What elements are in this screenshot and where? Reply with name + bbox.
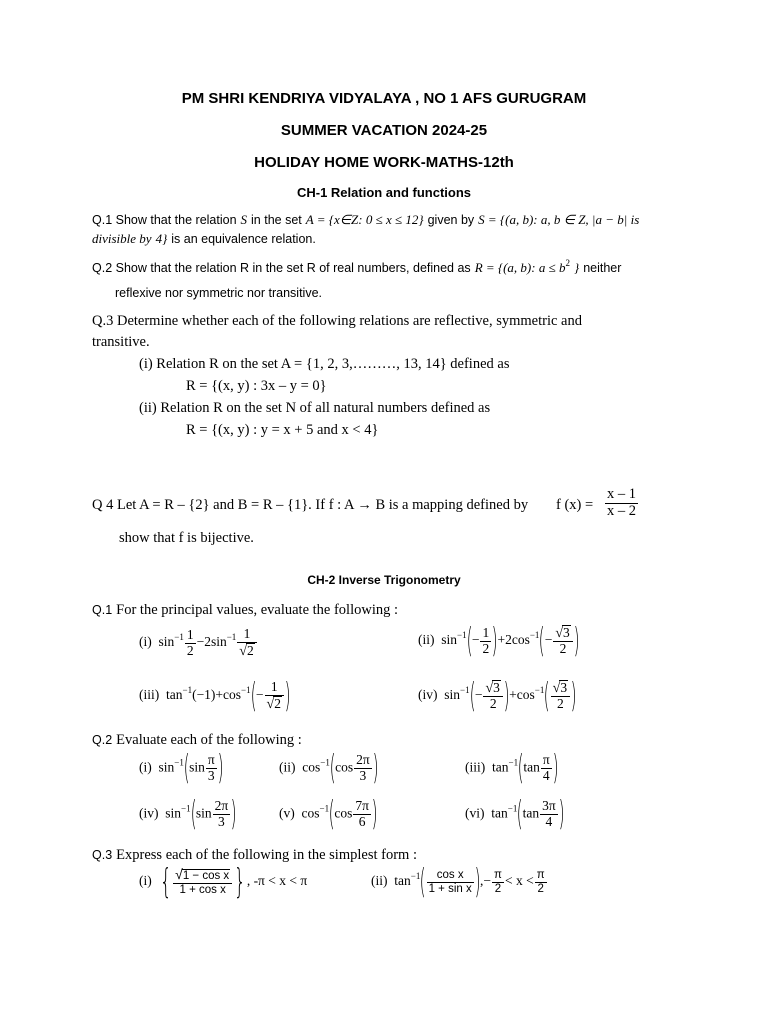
ch1-q4-line2: show that f is bijective. xyxy=(119,530,254,546)
ch2-q2 xyxy=(92,731,302,749)
ch2-q3-label: Q.3 xyxy=(92,848,113,862)
ch1-q4-text: Q 4 Let A = R – {2} and B = R – {1}. If f : A → B is a mapping defined by xyxy=(92,497,529,513)
ch2-q1-iii: (iii) $\tan^{-1}(-1)+\cos^{-1}(-$ $\frac{1}{√2}$ ) xyxy=(139,676,291,717)
ch1-q4-num: x – 1 xyxy=(607,486,636,502)
school-name: PM SHRI KENDRIYA VIDYALAYA , NO 1 AFS GURUGRAM xyxy=(181,90,587,107)
ch1-q3-i-b: R = {(x, y) : 3x – y = 0} xyxy=(186,378,327,394)
ch1-q1-rel2: divisible by xyxy=(92,231,152,246)
ch1-q2-line2: reflexive nor symmetric nor transitive. xyxy=(115,286,323,300)
ch1-q1-rel: S = {(a, b): a, b ∈ Z, |a − b| is xyxy=(478,212,640,227)
ch2-q2-iii: (iii) $\tan^{-1}(\tan$ $\frac{\pi}{4}$ ) xyxy=(465,748,559,789)
ch1-q3-line2: transitive. xyxy=(92,334,150,350)
ch1-q3-ii-a: (ii) Relation R on the set N of all natural numbers defined as xyxy=(139,400,491,416)
session-title: SUMMER VACATION 2024-25 xyxy=(280,122,488,139)
ch2-q1-iv: (iv) $\sin^{-1}(-$ $\frac{√3}{2}$ )$+\cos^{-1}$( $\frac{√3}{2}$ ) xyxy=(418,676,577,717)
ch2-q3-i: (i) { $\frac{\text{√1 − cos x}}{\text{1 + cos x}}$ }, -π < x < π xyxy=(139,862,308,902)
ch1-q1-mid2: given by xyxy=(427,213,475,227)
ch1-q1-label: Q.1 Show that the relation xyxy=(92,213,237,227)
ch1-q4-fraction xyxy=(604,487,639,520)
ch2-q3-ii: (ii) $\tan^{-1}$( $\frac{\text{cos x}}{\text{1 + sin x}}$ ),− $\frac{\pi}{2}$ < x < $\frac{\pi}{2}$ xyxy=(371,862,545,902)
ch1-q3-ii-b: R = {(x, y) : y = x + 5 and x < 4} xyxy=(186,422,379,438)
ch1-q2-rel: R = {(a, b): a ≤ b xyxy=(474,260,566,275)
ch1-q1-rel3: 4} xyxy=(155,231,168,246)
ch2-q2-vi: (vi) $\tan^{-1}(\tan$ $\frac{3\pi}{4}$ ) xyxy=(465,794,565,835)
ch2-q2-text: Evaluate each of the following : xyxy=(116,732,302,748)
ch1-q4-fx: f (x) = xyxy=(556,497,594,513)
ch1-q2-line1: Q.2 Show that the relation R in the set R of real numbers, defined as xyxy=(92,261,471,275)
ch2-q2-i: (i) $\sin^{-1}(\sin$ $\frac{\pi}{3}$ ) xyxy=(139,748,224,789)
ch2-q2-ii: (ii) $\cos^{-1}(\cos$ $\frac{2\pi}{3}$ ) xyxy=(279,748,379,789)
ch1-q1-set: A = {x∈Z: 0 ≤ x ≤ 12} xyxy=(305,212,424,227)
ch2-q1-text: For the principal values, evaluate the following : xyxy=(116,602,399,618)
ch1-q3-line1: Q.3 Determine whether each of the following relations are reflective, symmetric and xyxy=(92,313,582,329)
ch2-q3 xyxy=(92,846,417,864)
ch1-q1-line2 xyxy=(92,230,316,248)
ch2-q1-label: Q.1 xyxy=(92,603,113,617)
ch1-q1: Q.1 Show that the relation S in the set A = {x∈Z: 0 ≤ x ≤ 12} given by S = {(a, b): a, b ∈ Z, |a − b| is xyxy=(92,212,640,227)
homework-title: HOLIDAY HOME WORK-MATHS-12th xyxy=(254,154,514,171)
ch2-q2-v: (v) $\cos^{-1}(\cos$ $\frac{7\pi}{6}$ ) xyxy=(279,794,378,835)
chapter-2-title: CH-2 Inverse Trigonometry xyxy=(307,573,461,587)
ch1-q1-mid1: in the set xyxy=(251,213,302,227)
ch2-q1-ii: (ii) $\sin^{-1}(-$ $\frac{1}{2}$ )$+2\cos^{-1}(-$ $\frac{√3}{2}$ ) xyxy=(418,621,580,662)
ch1-q2-rel-end: } xyxy=(573,260,580,275)
ch1-q2: Q.2 Show that the relation R in the set R of real numbers, defined as R = {(a, b): $a \le b^2$ } neither xyxy=(92,258,622,275)
ch1-q4-den: x – 2 xyxy=(607,502,636,519)
ch2-q2-label: Q.2 xyxy=(92,733,113,747)
ch1-q3-i-a: (i) Relation R on the set A = {1, 2, 3,………, 13, 14} defined as xyxy=(139,356,510,372)
ch2-q2-iv: (iv) $\sin^{-1}(\sin$ $\frac{2\pi}{3}$ ) xyxy=(139,794,237,835)
ch1-q1-end: is an equivalence relation. xyxy=(171,232,316,246)
ch2-q1-i: (i) $\sin^{-1}$ $\frac{1}{2}$ $-2\sin^{-1}$ $\frac{1}{√2}$ xyxy=(139,627,258,659)
ch2-q3-text: Express each of the following in the simplest form : xyxy=(116,847,417,863)
ch1-q2-line1-end: neither xyxy=(583,261,622,275)
chapter-1-title: CH-1 Relation and functions xyxy=(296,185,472,200)
ch2-q1 xyxy=(92,601,398,619)
